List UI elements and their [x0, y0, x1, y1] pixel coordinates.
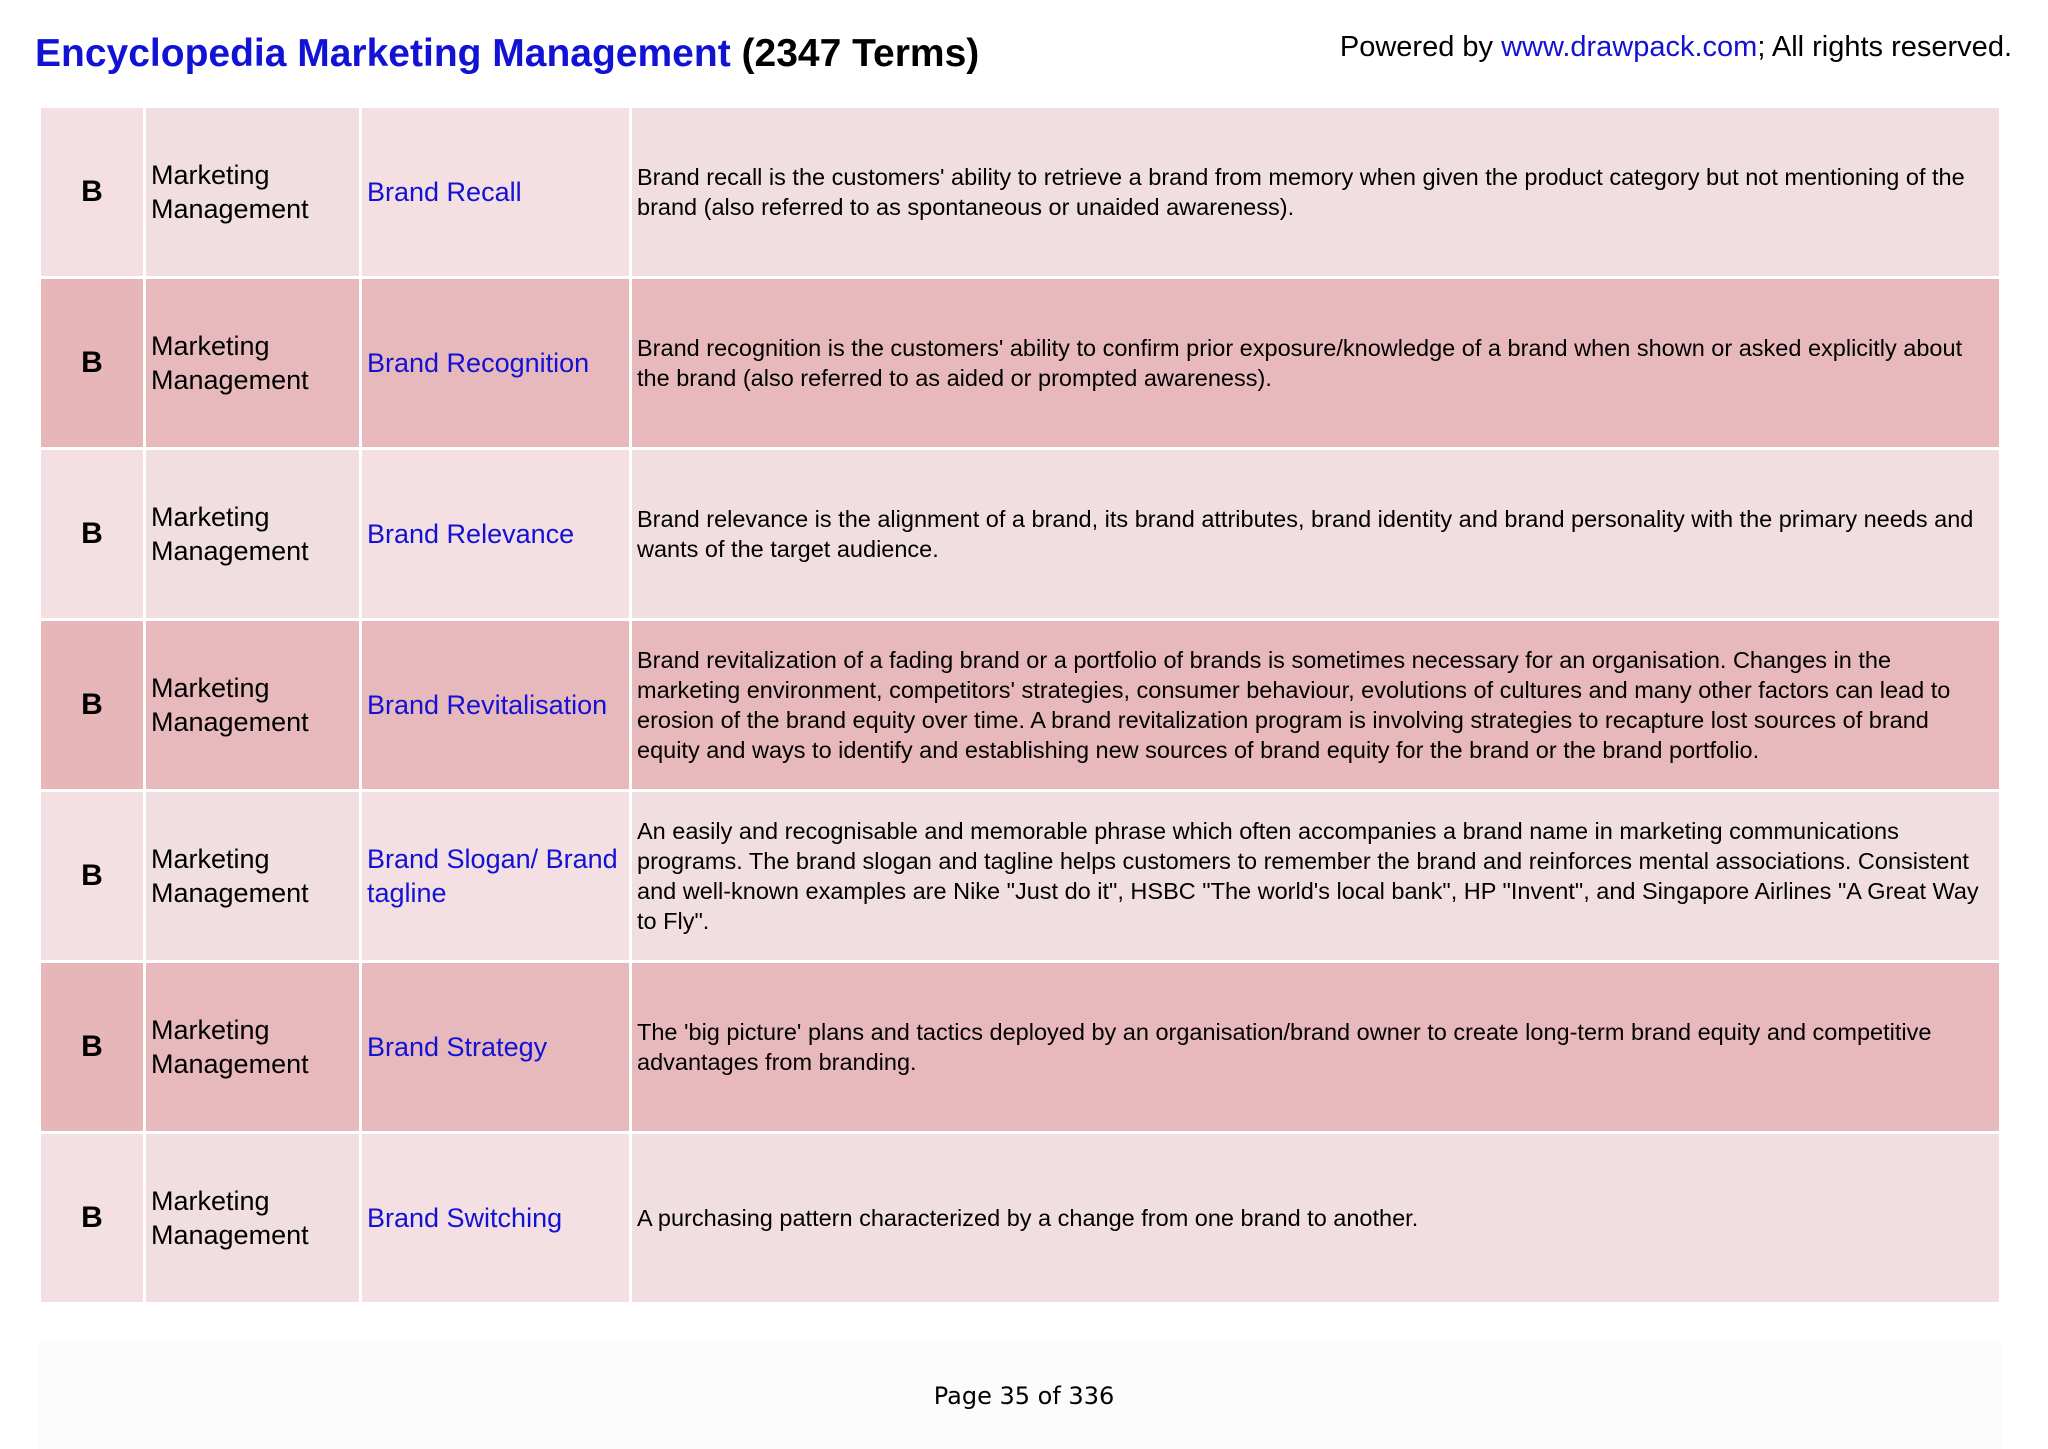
letter-cell: B: [40, 962, 145, 1133]
terms-table: [38, 105, 2002, 1305]
category-line: Management: [151, 707, 309, 737]
definition-cell: Brand recognition is the customers' ability to confirm prior exposure/knowledge of a brand when shown or asked explicitly about the brand (also referred to as aided or prompted awareness).: [631, 278, 2001, 449]
category-line: Management: [151, 194, 309, 224]
letter-cell: B: [40, 449, 145, 620]
category-cell: [145, 278, 361, 449]
table-row: [40, 620, 2001, 791]
table-row: [40, 962, 2001, 1133]
category-cell: [145, 107, 361, 278]
encyclopedia-title: Encyclopedia Marketing Management: [35, 32, 731, 75]
rights-text: ; All rights reserved.: [1757, 31, 2012, 63]
powered-prefix: Powered by: [1339, 31, 1502, 63]
category-line: Marketing: [151, 673, 270, 703]
term-link[interactable]: Brand Strategy: [361, 962, 631, 1133]
category-line: Marketing: [151, 844, 270, 874]
page-number: Page 35 of 336: [933, 1382, 1115, 1410]
term-link[interactable]: Brand Switching: [361, 1133, 631, 1304]
letter-cell: B: [40, 107, 145, 278]
category-cell: [145, 620, 361, 791]
category-cell: [145, 962, 361, 1133]
category-line: Marketing: [151, 502, 270, 532]
category-line: Management: [151, 365, 309, 395]
table-row: [40, 1133, 2001, 1304]
definition-cell: Brand revitalization of a fading brand or a portfolio of brands is sometimes necessary for an organisation. Changes in the marketing environment, competitors' strategies, consumer behaviour, evolutions of cultures and many other factors can lead to erosion of the brand equity over time. A brand revitalization program is involving strategies to recapture lost sources of brand equity and ways to identify and establishing new sources of brand equity for the brand or the brand portfolio.: [631, 620, 2001, 791]
drawpack-link[interactable]: www.drawpack.com: [1501, 31, 1758, 63]
category-line: Marketing: [151, 160, 270, 190]
table-row: [40, 791, 2001, 962]
term-link[interactable]: Brand Recognition: [361, 278, 631, 449]
category-line: Management: [151, 1220, 309, 1250]
term-link[interactable]: Brand Relevance: [361, 449, 631, 620]
category-cell: [145, 791, 361, 962]
letter-cell: B: [40, 278, 145, 449]
category-cell: [145, 449, 361, 620]
table-row: [40, 278, 2001, 449]
definition-cell: The 'big picture' plans and tactics deployed by an organisation/brand owner to create long-term brand equity and competitive advantages from branding.: [631, 962, 2001, 1133]
category-line: Marketing: [151, 331, 270, 361]
table-row: [40, 107, 2001, 278]
table-row: [40, 449, 2001, 620]
letter-cell: B: [40, 620, 145, 791]
definition-cell: Brand recall is the customers' ability to retrieve a brand from memory when given the product category but not mentioning of the brand (also referred to as spontaneous or unaided awareness).: [631, 107, 2001, 278]
term-link[interactable]: Brand Revitalisation: [361, 620, 631, 791]
powered-by: [1340, 28, 2012, 66]
letter-cell: B: [40, 1133, 145, 1304]
term-count: (2347 Terms): [741, 32, 980, 75]
category-cell: [145, 1133, 361, 1304]
term-link[interactable]: Brand Slogan/ Brand tagline: [361, 791, 631, 962]
category-line: Marketing: [151, 1186, 270, 1216]
definition-cell: An easily and recognisable and memorable phrase which often accompanies a brand name in marketing communications programs. The brand slogan and tagline helps customers to remember the brand and reinforces mental associations. Consistent and well-known examples are Nike "Just do it", HSBC "The world's local bank", HP "Invent", and Singapore Airlines "A Great Way to Fly".: [631, 791, 2001, 962]
page-title: [35, 30, 979, 78]
definition-cell: Brand relevance is the alignment of a brand, its brand attributes, brand identity and brand personality with the primary needs and wants of the target audience.: [631, 449, 2001, 620]
term-link[interactable]: Brand Recall: [361, 107, 631, 278]
letter-cell: B: [40, 791, 145, 962]
category-line: Management: [151, 536, 309, 566]
category-line: Marketing: [151, 1015, 270, 1045]
category-line: Management: [151, 878, 309, 908]
category-line: Management: [151, 1049, 309, 1079]
definition-cell: A purchasing pattern characterized by a change from one brand to another.: [631, 1133, 2001, 1304]
